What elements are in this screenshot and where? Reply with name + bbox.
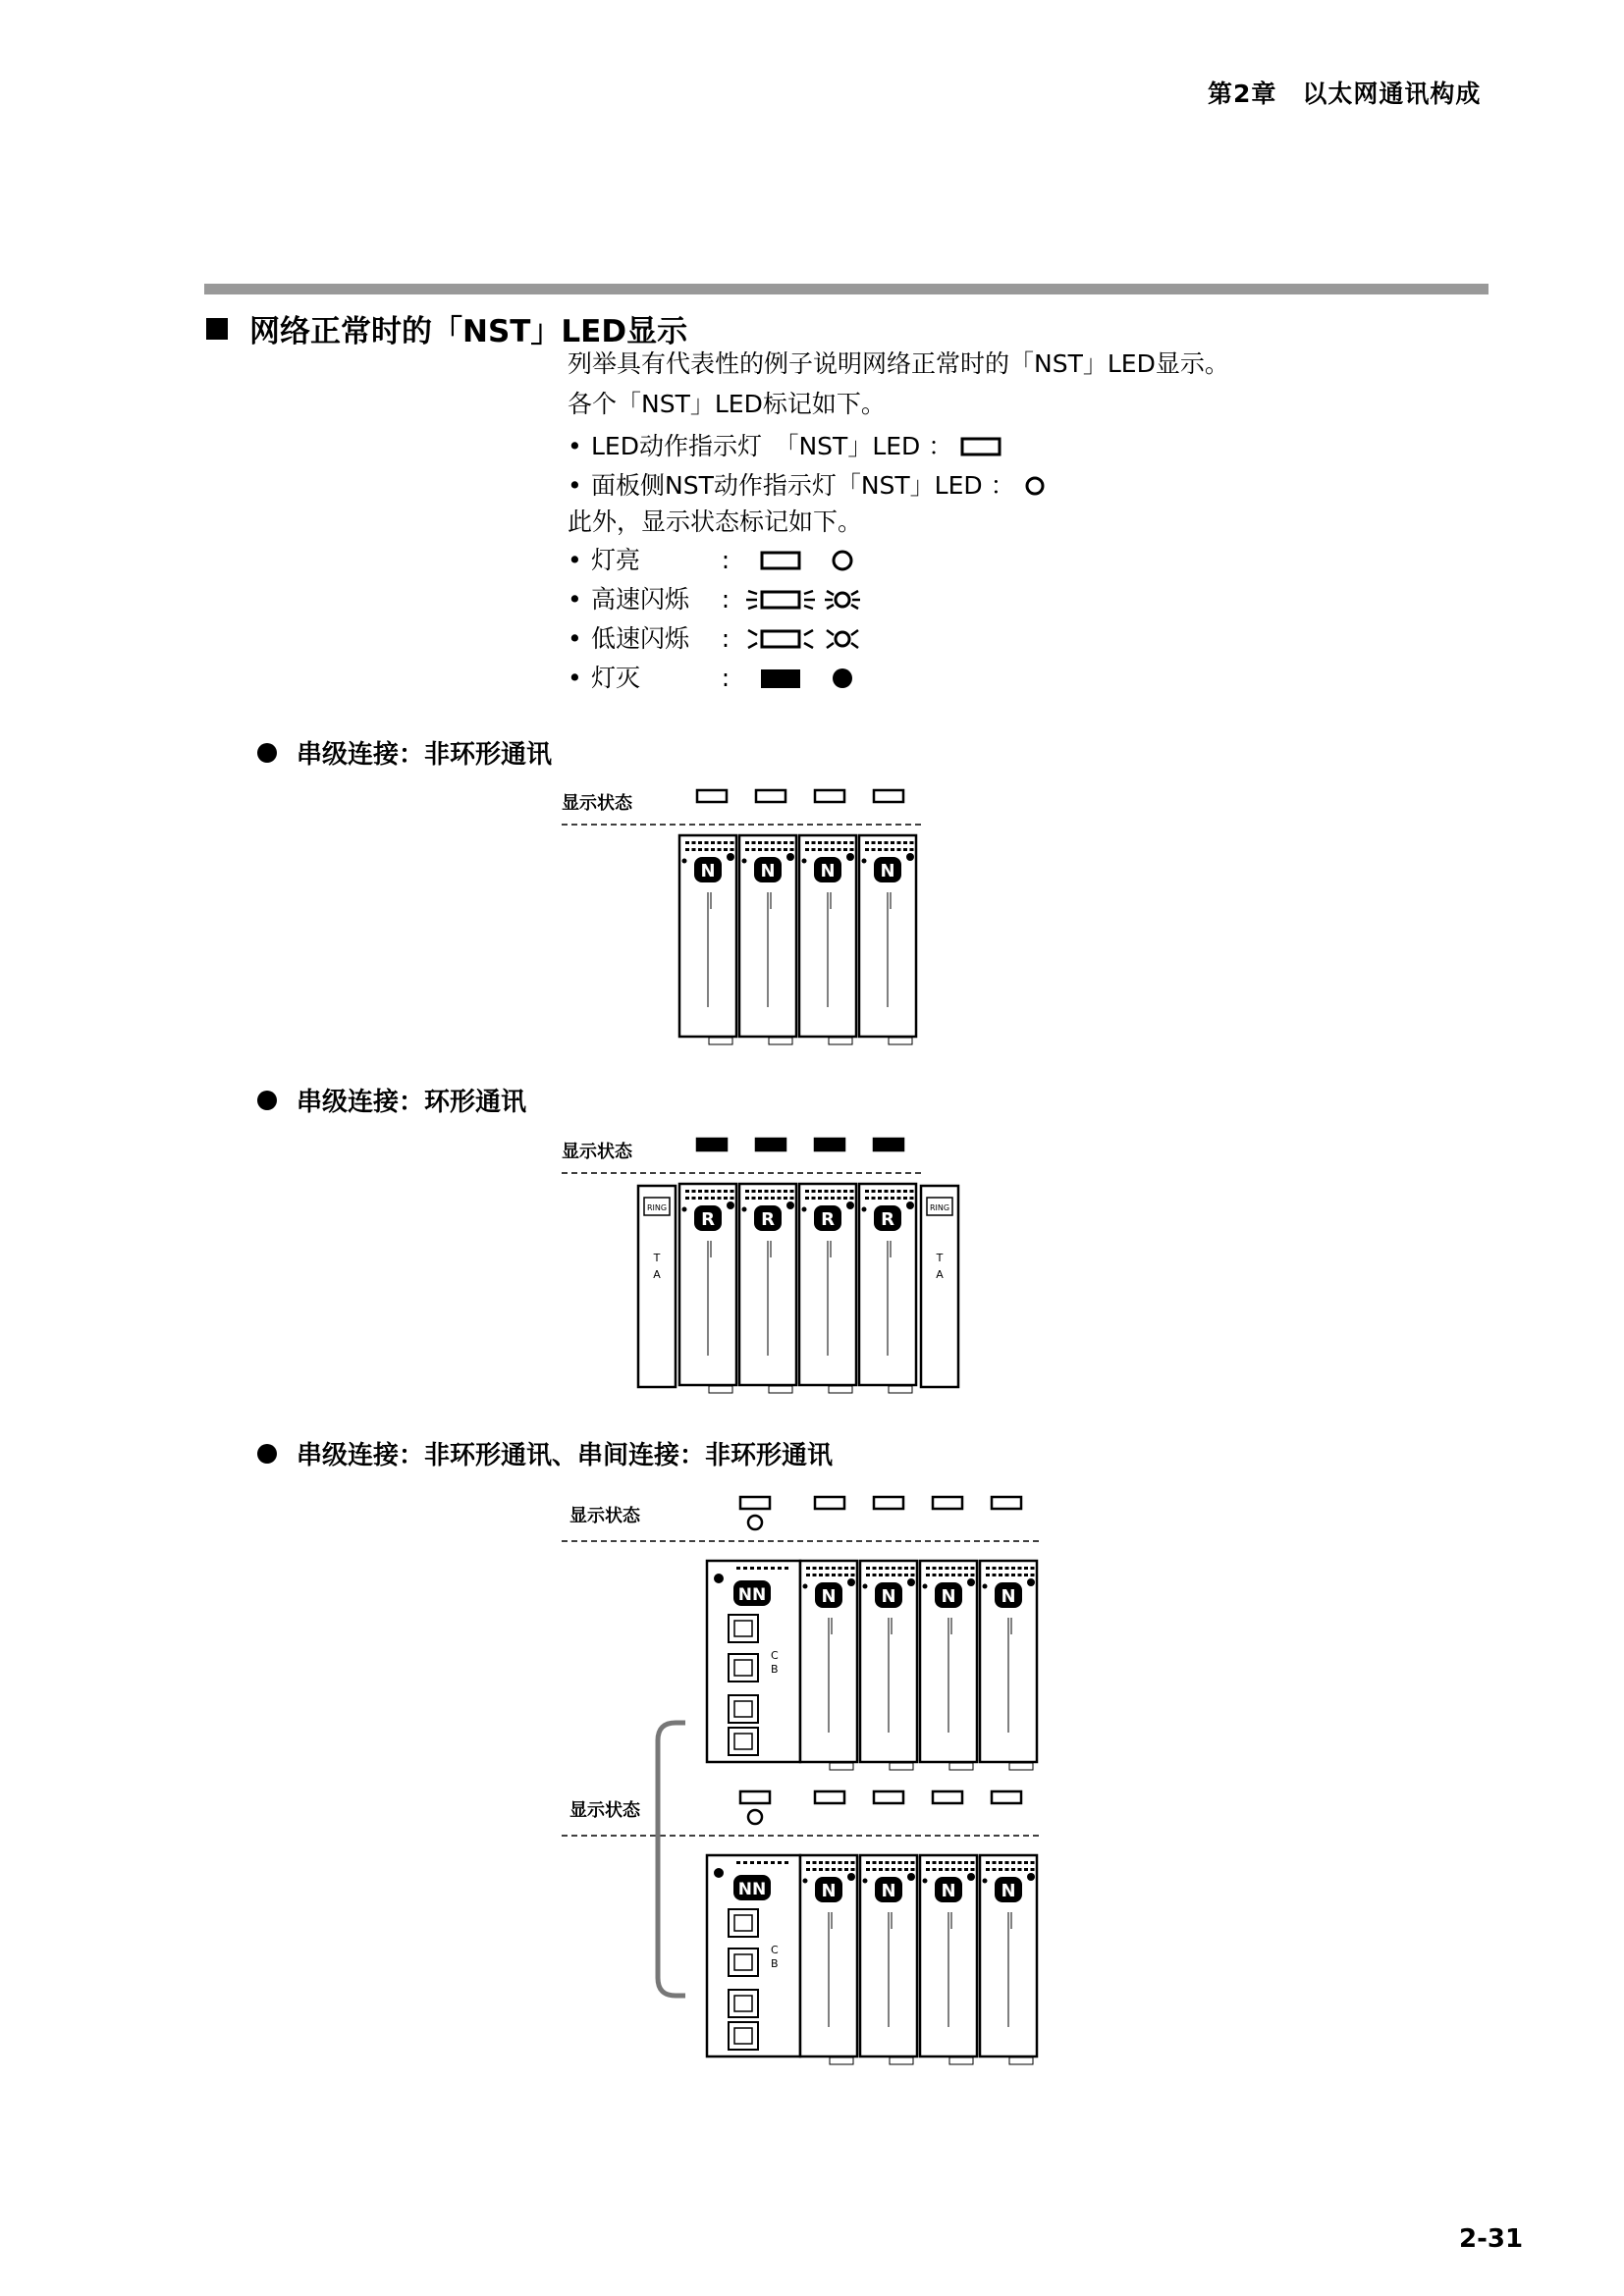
nst-led-1 [697, 790, 727, 802]
svg-text:B: B [771, 1957, 779, 1970]
diagram3-title: 串级连接：非环形通讯、串间连接：非环形通讯 [257, 1435, 833, 1471]
nst-badge-letter: N [760, 861, 776, 881]
nst-led-1 [815, 1497, 844, 1509]
svg-text:T: T [653, 1252, 661, 1264]
diagram3 [560, 1487, 1070, 2071]
circle-bullet-icon [257, 1444, 277, 1464]
nst-led-3 [815, 790, 844, 802]
station-upper [707, 1497, 1037, 1770]
nst-led-4 [992, 1791, 1021, 1803]
mark-item-panel-text: 面板侧NST动作指示灯「NST」LED ： [591, 471, 1015, 500]
section-rule [204, 284, 1489, 294]
panel-nst-led [748, 1516, 762, 1529]
main-unit [707, 1855, 800, 2056]
nst-badge-letter: N [941, 1586, 956, 1607]
module-3 [920, 1855, 977, 2064]
nst-led-4 [874, 1139, 903, 1150]
nst-led-2 [874, 1791, 903, 1803]
intro-line-1: 列举具有代表性的例子说明网络正常时的「NST」LED显示。 [568, 349, 1229, 378]
diagram1-state-label: 显示状态 [562, 793, 632, 814]
diagram1 [560, 780, 952, 1055]
svg-text:A: A [653, 1268, 661, 1281]
module-4 [980, 1855, 1037, 2064]
module-2 [739, 1184, 796, 1393]
diagram2 [560, 1129, 972, 1404]
nst-led-1 [815, 1791, 844, 1803]
diagram1-title: 串级连接：非环形通讯 [257, 734, 552, 771]
nst-led-4 [992, 1497, 1021, 1509]
square-bullet-icon [206, 318, 228, 340]
ring-label-right: RING [929, 1203, 950, 1212]
state-on: • 灯亮 : [568, 546, 899, 575]
nst-badge-letter: N [941, 1881, 956, 1901]
led-slow-blink-icons [742, 624, 899, 654]
module-1 [800, 1561, 857, 1770]
state-fast: • 高速闪烁 : [568, 585, 899, 614]
ring-label-left: RING [646, 1203, 668, 1212]
bullet-dot-icon: • [568, 432, 582, 460]
led-off-icons [742, 664, 899, 693]
module-1 [800, 1855, 857, 2064]
led-on-icons [742, 546, 899, 575]
section-title [206, 306, 687, 350]
nst-badge-letter: N [1001, 1586, 1016, 1607]
state-slow: • 低速闪烁 : [568, 624, 899, 654]
nst-badge-letter: N [880, 861, 895, 881]
state-slow-label: 低速闪烁 [591, 624, 690, 653]
nst-badge-letter: R [701, 1209, 715, 1230]
svg-text:T: T [936, 1252, 944, 1264]
svg-text:C: C [771, 1649, 779, 1662]
round-led-icon [1023, 473, 1053, 499]
nst-led-3 [815, 1139, 844, 1150]
nst-led-2 [874, 1497, 903, 1509]
circle-bullet-icon [257, 1091, 277, 1110]
nst-badge-letter: N [820, 861, 836, 881]
nst-badge-letter: N [821, 1881, 837, 1901]
svg-text:B: B [771, 1663, 779, 1676]
nst-badge-letter: N [700, 861, 716, 881]
circle-bullet-icon [257, 743, 277, 763]
mark-item-panel [568, 471, 1053, 501]
nst-badge-letter: N [881, 1881, 896, 1901]
main-nst-led [740, 1791, 770, 1803]
station-lower [707, 1791, 1037, 2064]
module-4 [980, 1561, 1037, 1770]
nst-badge-letter: NN [737, 1880, 767, 1899]
diagram2-state-label: 显示状态 [562, 1142, 632, 1162]
main-unit [707, 1561, 800, 1762]
module-3 [799, 1184, 856, 1393]
module-4 [859, 1184, 916, 1393]
svg-text:A: A [936, 1268, 944, 1281]
page-number: 2-31 [1459, 2224, 1524, 2254]
station-link-cable [658, 1723, 685, 1996]
rect-led-icon [960, 435, 1003, 458]
state-off-label: 灯灭 [591, 664, 641, 692]
nst-badge-letter: N [1001, 1881, 1016, 1901]
module-2 [860, 1561, 917, 1770]
nst-badge-letter: R [881, 1209, 894, 1230]
nst-badge-letter: N [821, 1586, 837, 1607]
mark-item-led [568, 432, 1003, 461]
ring-end-left [638, 1186, 676, 1387]
mark-item-led-text: LED动作指示灯 「NST」LED ： [591, 432, 953, 460]
svg-text:C: C [771, 1944, 779, 1956]
chapter-header: 第2章 以太网通讯构成 [1208, 80, 1482, 108]
ring-end-right [921, 1186, 958, 1387]
nst-led-2 [756, 1139, 785, 1150]
nst-led-1 [697, 1139, 727, 1150]
state-fast-label: 高速闪烁 [591, 585, 690, 614]
main-nst-led [740, 1497, 770, 1509]
module-2 [739, 835, 796, 1044]
section-title-text: 网络正常时的「NST」LED显示 [249, 314, 688, 349]
nst-led-4 [874, 790, 903, 802]
led-fast-blink-icons [742, 585, 899, 614]
nst-led-3 [933, 1497, 962, 1509]
module-3 [799, 835, 856, 1044]
bullet-dot-icon: • [568, 471, 582, 500]
nst-badge-letter: R [761, 1209, 775, 1230]
module-3 [920, 1561, 977, 1770]
panel-nst-led [748, 1810, 762, 1824]
state-on-label: 灯亮 [591, 546, 641, 574]
module-1 [679, 1184, 736, 1393]
nst-led-2 [756, 790, 785, 802]
nst-led-3 [933, 1791, 962, 1803]
intro-line-2: 各个「NST」LED标记如下。 [568, 390, 886, 418]
nst-badge-letter: R [821, 1209, 835, 1230]
module-1 [679, 835, 736, 1044]
nst-badge-letter: N [881, 1586, 896, 1607]
state-off: • 灯灭 : [568, 664, 899, 693]
intro-line-3: 此外，显示状态标记如下。 [568, 507, 863, 536]
diagram3-state-label-bottom: 显示状态 [569, 1800, 640, 1821]
nst-badge-letter: NN [737, 1585, 767, 1605]
module-2 [860, 1855, 917, 2064]
diagram2-title: 串级连接：环形通讯 [257, 1082, 526, 1118]
diagram3-state-label-top: 显示状态 [569, 1506, 640, 1526]
module-4 [859, 835, 916, 1044]
